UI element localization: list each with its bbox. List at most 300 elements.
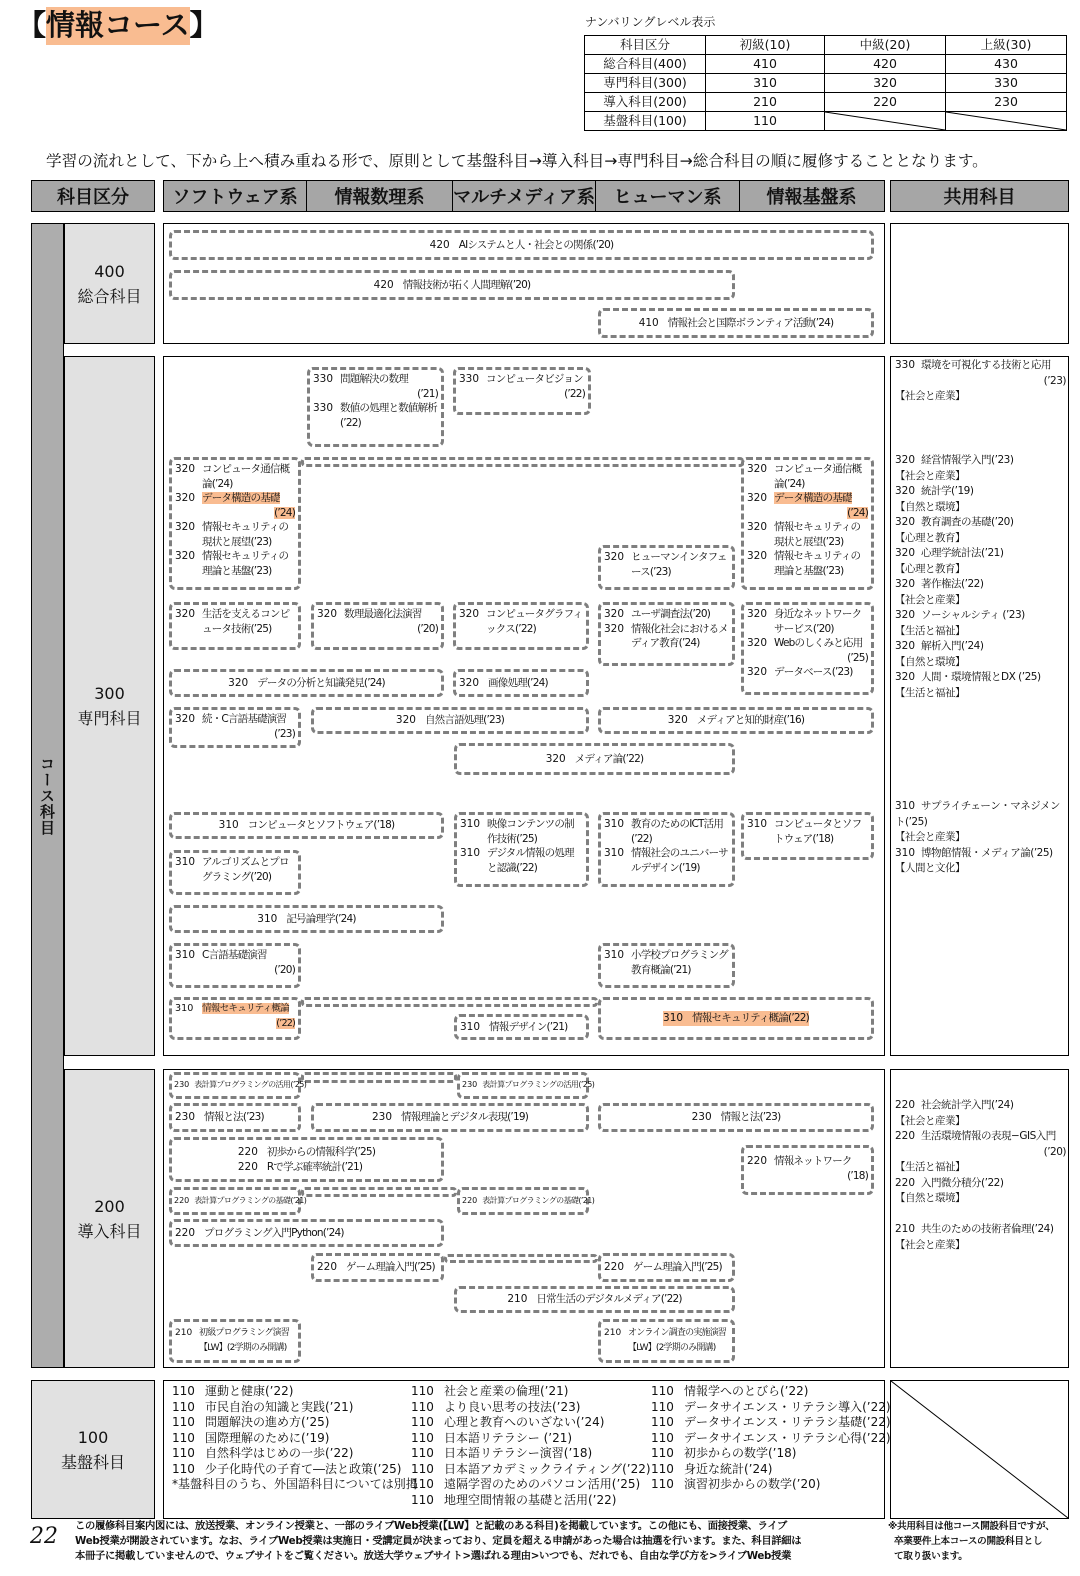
course-box-220-game-theory-2 bbox=[598, 1253, 735, 1282]
common-course bbox=[895, 846, 1066, 862]
course-box-310-video-digital bbox=[454, 812, 589, 887]
course-code: 110 bbox=[651, 1384, 674, 1398]
basic-course bbox=[172, 1415, 418, 1431]
common-330-group bbox=[895, 358, 1066, 405]
course-box-320-data-analysis bbox=[169, 669, 444, 697]
course-item bbox=[604, 607, 729, 622]
course-code: 230 bbox=[175, 1111, 196, 1124]
course-year: (’16) bbox=[783, 714, 805, 727]
course-title: 社会と産業の倫理(’21) bbox=[444, 1384, 569, 1398]
course-title-highlighted: データ構造の基礎 bbox=[202, 492, 280, 504]
course-title: 解析入門 bbox=[921, 640, 962, 652]
course-item bbox=[747, 607, 868, 636]
course-code: 220 bbox=[175, 1226, 196, 1239]
course-code: 320 bbox=[895, 485, 916, 497]
basic-course bbox=[411, 1477, 651, 1493]
course-box-310-computer-software bbox=[169, 812, 444, 839]
course-year: (’22) bbox=[981, 1176, 1004, 1189]
course-title: 少子化時代の子育て―法と政策(’25) bbox=[205, 1461, 402, 1476]
common-course bbox=[895, 670, 1066, 686]
course-title: 情報セキュリティの理論と基盤 bbox=[774, 550, 861, 577]
course-year-wrap bbox=[202, 506, 295, 521]
course-box-220-game-theory bbox=[311, 1253, 444, 1282]
course-code: 320 bbox=[747, 521, 768, 533]
course-item bbox=[460, 846, 583, 875]
course-title: 情報社会と国際ボランティア活動 bbox=[667, 316, 813, 329]
course-code: 220 bbox=[237, 1146, 258, 1158]
level-name: 総合科目 bbox=[77, 286, 142, 306]
course-title: 著作権法 bbox=[921, 578, 962, 590]
course-code: 330 bbox=[313, 373, 334, 385]
course-box-220-spreadsheet-basics-2 bbox=[457, 1187, 595, 1215]
course-code: 310 bbox=[663, 1012, 684, 1025]
course-item bbox=[604, 622, 729, 651]
common-course bbox=[895, 1176, 1066, 1192]
course-field: 【生活と福祉】 bbox=[895, 1161, 965, 1173]
basic-course bbox=[172, 1400, 418, 1416]
course-title: ヒューマンインタフェース bbox=[631, 551, 727, 578]
course-year: (’22) bbox=[516, 861, 538, 874]
course-year: (’24) bbox=[363, 676, 385, 689]
numbering-row bbox=[585, 93, 1067, 112]
course-title: 問題解決の進め方(’25) bbox=[205, 1415, 330, 1429]
course-code: 310 bbox=[175, 949, 196, 961]
course-code: 320 bbox=[459, 608, 480, 620]
course-title: 共生のための技術者倫理 bbox=[921, 1223, 1032, 1235]
course-code: 320 bbox=[895, 671, 916, 683]
course-title: 情報ネットワーク bbox=[774, 1155, 852, 1167]
header-multimedia: マルチメディア系 bbox=[453, 181, 596, 211]
numbering-cell: 430 bbox=[946, 55, 1067, 74]
course-item bbox=[175, 712, 295, 741]
course-code: 310 bbox=[604, 949, 625, 961]
course-item bbox=[313, 401, 438, 430]
course-text bbox=[631, 622, 729, 651]
course-title: コンピュータグラフィックス bbox=[486, 608, 583, 635]
course-code: 110 bbox=[411, 1477, 434, 1491]
basic-course bbox=[411, 1400, 651, 1416]
course-year-highlighted: (’24) bbox=[847, 506, 868, 519]
course-code: 320 bbox=[747, 463, 768, 475]
course-code: 320 bbox=[175, 550, 196, 562]
course-title: 情報と法 bbox=[204, 1111, 243, 1124]
numbering-row bbox=[585, 112, 1067, 131]
course-text bbox=[774, 549, 868, 578]
course-title: 生活を支えるコンピュータ技術 bbox=[202, 608, 290, 635]
course-year: (’25) bbox=[250, 622, 272, 635]
course-title: 初級プログラミング演習 bbox=[199, 1328, 290, 1338]
course-box-310-ict-universal bbox=[598, 812, 735, 887]
course-year: (’22) bbox=[515, 622, 536, 635]
course-item bbox=[747, 1154, 868, 1183]
course-box-230-info-law bbox=[169, 1103, 301, 1132]
numbering-header-cell: 中級(20) bbox=[825, 36, 946, 55]
course-year: (’20) bbox=[689, 608, 711, 620]
basic-course bbox=[172, 1384, 418, 1400]
course-box-310-algorithms bbox=[169, 850, 301, 895]
course-title: 自然科学はじめの一歩(’22) bbox=[205, 1446, 354, 1460]
numbering-cell: 220 bbox=[825, 93, 946, 112]
course-title: 映像コンテンツの制作技術 bbox=[487, 818, 574, 845]
course-note: 【LW】(2学期のみ開講) bbox=[199, 1342, 287, 1353]
common-course bbox=[895, 546, 1066, 562]
course-box-210-digital-media bbox=[454, 1286, 735, 1313]
course-code: 320 bbox=[175, 608, 196, 620]
course-title: 表計算プログラミングの基礎 bbox=[194, 1195, 291, 1205]
basic-course bbox=[172, 1431, 418, 1447]
course-text bbox=[486, 607, 583, 636]
course-item bbox=[175, 948, 295, 977]
course-box-210-online-survey bbox=[598, 1319, 735, 1363]
course-title: 身近なネットワークサービス bbox=[774, 608, 862, 635]
course-box-320-user-research bbox=[598, 602, 735, 666]
course-title: 身近な統計(’24) bbox=[684, 1461, 773, 1476]
course-text bbox=[631, 817, 729, 846]
course-title: 自然言語処理 bbox=[424, 714, 484, 727]
course-title: 情報セキュリティの理論と基盤 bbox=[202, 550, 289, 577]
course-year: (’25) bbox=[413, 1261, 435, 1274]
basic-course bbox=[651, 1400, 891, 1416]
course-code: 310 bbox=[895, 846, 916, 859]
course-year-wrap bbox=[202, 1017, 295, 1032]
common-320-group bbox=[895, 453, 1066, 701]
course-title: デジタル情報の処理と認識 bbox=[487, 847, 574, 874]
course-year: (’24) bbox=[812, 316, 834, 329]
course-title: 日本語リテラシー (’21) bbox=[444, 1430, 573, 1445]
course-code: 110 bbox=[651, 1477, 674, 1491]
course-title: 情報セキュリティの現状と展望 bbox=[774, 521, 861, 548]
course-item bbox=[747, 636, 868, 665]
course-year: (’24) bbox=[783, 477, 805, 490]
course-code: 320 bbox=[175, 713, 196, 725]
course-code: 320 bbox=[545, 752, 566, 765]
numbering-header-row bbox=[585, 36, 1067, 55]
common-310-group bbox=[895, 799, 1066, 877]
course-title: 小学校プログラミング教育概論 bbox=[631, 949, 728, 976]
header-common: 共用科目 bbox=[890, 180, 1069, 212]
common-300 bbox=[890, 356, 1069, 1056]
course-code: 110 bbox=[651, 1399, 674, 1414]
course-title: 情報化社会におけるメディア教育 bbox=[631, 622, 728, 649]
course-box-320-optimization bbox=[311, 602, 444, 650]
course-code: 320 bbox=[317, 608, 338, 620]
course-code: 110 bbox=[172, 1399, 195, 1414]
course-code: 110 bbox=[411, 1461, 434, 1476]
basic-course bbox=[651, 1446, 891, 1462]
numbering-cell: 110 bbox=[706, 112, 825, 131]
course-title: C言語基礎演習 bbox=[202, 949, 267, 961]
course-code: 320 bbox=[604, 608, 625, 620]
course-year: (’24) bbox=[991, 1099, 1014, 1111]
course-code: 110 bbox=[651, 1430, 674, 1445]
course-code: 220 bbox=[237, 1160, 258, 1173]
course-title: 経営情報学入門 bbox=[921, 454, 992, 466]
level-name: 基盤科目 bbox=[60, 1452, 125, 1472]
numbering-cell: 320 bbox=[825, 74, 946, 93]
connector-310-security bbox=[301, 997, 598, 1007]
numbering-cell: 420 bbox=[825, 55, 946, 74]
course-year: (’19) bbox=[507, 1111, 529, 1124]
course-code: 420 bbox=[373, 278, 394, 291]
common-course bbox=[895, 358, 1066, 389]
course-box-230-spreadsheet-application bbox=[169, 1072, 307, 1099]
course-code: 320 bbox=[895, 578, 916, 590]
course-box-320-image-processing bbox=[453, 669, 589, 697]
level-label-300 bbox=[64, 356, 155, 1056]
course-box-310-security-intro-wide bbox=[598, 997, 874, 1040]
course-box-230-information-theory bbox=[311, 1103, 589, 1132]
course-code: 210 bbox=[895, 1223, 916, 1235]
course-year: (’23) bbox=[831, 666, 853, 678]
level-number: 400 bbox=[94, 261, 125, 281]
connector-220-spreadsheet bbox=[301, 1187, 457, 1197]
course-title: 記号論理学 bbox=[286, 912, 335, 925]
numbering-header-cell: 科目区分 bbox=[585, 36, 706, 55]
course-box-310-computer-software-infra bbox=[741, 812, 874, 860]
common-200 bbox=[890, 1069, 1069, 1368]
course-text bbox=[202, 549, 295, 578]
course-year: (’21) bbox=[290, 1195, 307, 1205]
course-code: 410 bbox=[638, 316, 659, 329]
course-code: 110 bbox=[172, 1384, 195, 1398]
course-item bbox=[313, 372, 438, 401]
numbering-caption: ナンバリングレベル表示 bbox=[585, 15, 716, 29]
course-title: 地理空間情報の基礎と活用(’22) bbox=[444, 1492, 617, 1507]
level-name: 専門科目 bbox=[77, 709, 142, 728]
course-title: 表計算プログラミングの活用 bbox=[194, 1080, 291, 1090]
course-code: 310 bbox=[460, 818, 481, 830]
course-year: (’19) bbox=[951, 485, 974, 497]
course-title: 運動と健康(’22) bbox=[205, 1384, 294, 1398]
course-code: 320 bbox=[604, 622, 625, 635]
course-title: 情報デザイン bbox=[489, 1020, 547, 1033]
course-year: (’23) bbox=[822, 564, 844, 577]
course-text bbox=[199, 1326, 295, 1355]
common-course bbox=[895, 639, 1066, 655]
course-highlight bbox=[663, 1011, 809, 1026]
course-year-highlighted: (’22) bbox=[276, 1017, 295, 1029]
course-title: 市民自治の知識と実践(’21) bbox=[205, 1399, 354, 1414]
course-code: 220 bbox=[895, 1130, 916, 1142]
connector-320-software-infra bbox=[301, 457, 744, 467]
level-name: 導入科目 bbox=[77, 1221, 142, 1241]
course-code: 110 bbox=[651, 1446, 674, 1460]
course-year: (’19) bbox=[678, 861, 700, 874]
basic-column-2 bbox=[411, 1384, 651, 1508]
course-code: 220 bbox=[174, 1195, 190, 1205]
course-year: (’21) bbox=[578, 1195, 595, 1205]
course-code: 320 bbox=[747, 492, 768, 504]
course-code: 110 bbox=[411, 1415, 434, 1429]
course-item bbox=[175, 520, 295, 549]
course-year: (’25) bbox=[1015, 671, 1041, 683]
course-code: 230 bbox=[691, 1111, 712, 1124]
course-title: メディア論 bbox=[574, 752, 623, 765]
course-title: 入門微分積分 bbox=[921, 1176, 982, 1189]
course-field: 【生活と福祉】 bbox=[895, 686, 965, 699]
course-note: 【LW】(2学期のみ開講) bbox=[628, 1342, 716, 1353]
common-course bbox=[895, 608, 1066, 624]
course-field: 【心理と教育】 bbox=[895, 562, 965, 575]
numbering-table bbox=[584, 35, 1067, 131]
course-item bbox=[747, 817, 868, 846]
course-year: (’21) bbox=[341, 1160, 363, 1173]
course-title: 初歩からの情報科学 bbox=[266, 1146, 355, 1158]
basic-course bbox=[411, 1462, 651, 1478]
course-code: 320 bbox=[175, 521, 196, 533]
course-item bbox=[747, 520, 868, 549]
section-100-main bbox=[163, 1380, 891, 1519]
course-title: 表計算プログラミングの活用 bbox=[482, 1080, 579, 1090]
course-box-310-c-language bbox=[169, 943, 301, 988]
course-code: 320 bbox=[459, 676, 480, 689]
course-year: (’22) bbox=[622, 752, 644, 765]
course-text bbox=[340, 401, 438, 430]
course-year: (’23) bbox=[759, 1111, 781, 1124]
course-code: 320 bbox=[895, 547, 916, 559]
course-year: (’24) bbox=[961, 640, 984, 652]
header-human: ヒューマン系 bbox=[596, 181, 740, 211]
course-year: (’23) bbox=[999, 609, 1025, 621]
course-code: 110 bbox=[172, 1430, 195, 1445]
course-field: 【生活と福祉】 bbox=[895, 624, 965, 637]
footer-note-line: この履修科目案内図には、放送授業、オンライン授業と、一部のライブWeb授業(【LW】と記載のある科目)を掲載しています。この他にも、面接授業、ライブ bbox=[75, 1520, 788, 1532]
course-year: (’22) bbox=[961, 578, 984, 590]
course-text bbox=[774, 1154, 868, 1183]
course-title: 数値の処理と数値解析 bbox=[340, 402, 437, 414]
course-year: (’18) bbox=[847, 1169, 868, 1182]
numbering-cell: 310 bbox=[706, 74, 825, 93]
course-year: (’24) bbox=[334, 912, 356, 925]
course-field: 【心理と教育】 bbox=[895, 531, 965, 544]
course-text bbox=[774, 636, 868, 665]
course-box-310-information-design bbox=[454, 1014, 589, 1040]
common-200-group bbox=[895, 1098, 1066, 1253]
numbering-cell: 330 bbox=[946, 74, 1067, 93]
course-code: 110 bbox=[172, 1446, 195, 1460]
course-title: ソーシャルシティ bbox=[921, 609, 1000, 621]
title-open-bracket: 【 bbox=[17, 8, 47, 42]
basic-course bbox=[651, 1477, 891, 1493]
course-title: 情報理論とデジタル表現 bbox=[401, 1111, 508, 1124]
course-year: (’20) bbox=[417, 622, 438, 635]
course-field: 【社会と産業】 bbox=[895, 390, 965, 402]
connector-230-spreadsheet bbox=[301, 1072, 457, 1083]
course-year: (’25) bbox=[290, 1080, 307, 1090]
course-code: 330 bbox=[313, 402, 334, 414]
course-list bbox=[238, 1145, 375, 1174]
instruction-text: 学習の流れとして、下から上へ積み重ねる形で、原則として基盤科目→導入科目→専門科目→総合科目の順に履修することとなります。 bbox=[46, 152, 988, 170]
course-subjects-bar bbox=[31, 223, 64, 1368]
course-code: 220 bbox=[462, 1195, 478, 1205]
course-box-230-info-law-2 bbox=[598, 1103, 874, 1132]
course-title: 続・C言語基礎演習 bbox=[202, 713, 287, 725]
course-title: 情報学へのとびら(’22) bbox=[684, 1384, 809, 1398]
course-field: 【自然と環境】 bbox=[895, 1192, 965, 1204]
course-title: 日本語リテラシー演習(’18) bbox=[444, 1446, 593, 1460]
course-title: アルゴリズムとプログラミング bbox=[202, 856, 289, 883]
course-code: 310 bbox=[218, 819, 239, 832]
course-year: (’20) bbox=[250, 870, 272, 883]
course-code: 320 bbox=[604, 551, 625, 563]
course-title: Webのしくみと応用 bbox=[774, 637, 863, 649]
course-box-310-symbolic-logic bbox=[169, 905, 444, 933]
course-item bbox=[238, 1160, 375, 1175]
common-course bbox=[895, 1129, 1066, 1160]
common-course bbox=[895, 577, 1066, 593]
header-software: ソフトウェア系 bbox=[164, 181, 307, 211]
basic-course bbox=[651, 1384, 891, 1400]
course-year: (’24) bbox=[322, 1226, 344, 1239]
course-code: 320 bbox=[895, 609, 916, 621]
course-title: 社会統計学入門 bbox=[921, 1099, 992, 1111]
course-code: 320 bbox=[175, 492, 196, 504]
course-field: 【社会と産業】 bbox=[895, 1238, 965, 1251]
course-box-320-human-interface bbox=[598, 545, 735, 590]
course-box-320-life-computing bbox=[169, 602, 301, 650]
course-title: 心理と教育へのいざない(’24) bbox=[444, 1415, 605, 1429]
course-title: 人間・環境情報とDX bbox=[921, 671, 1016, 683]
numbering-row bbox=[585, 74, 1067, 93]
numbering-cell: 導入科目(200) bbox=[585, 93, 706, 112]
course-code: 230 bbox=[371, 1111, 393, 1124]
numbering-cell: 210 bbox=[706, 93, 825, 112]
basic-note: *基盤科目のうち、外国語科目については別掲 bbox=[172, 1477, 418, 1491]
course-code: 230 bbox=[462, 1080, 478, 1090]
course-text bbox=[631, 550, 729, 579]
course-box-320-infra-group bbox=[741, 457, 874, 590]
numbering-cell: 410 bbox=[706, 55, 825, 74]
course-text bbox=[774, 462, 868, 491]
course-year: (’24) bbox=[526, 676, 548, 689]
course-box-320-computer-graphics bbox=[453, 602, 589, 650]
course-item bbox=[175, 462, 295, 491]
course-item bbox=[747, 665, 868, 680]
basic-course bbox=[411, 1431, 651, 1447]
numbering-header-cell: 初級(10) bbox=[706, 36, 825, 55]
course-year: (’22) bbox=[660, 1293, 682, 1306]
course-code: 310 bbox=[604, 847, 625, 859]
course-title: 情報技術が拓く人間理解 bbox=[402, 278, 510, 291]
course-code: 320 bbox=[747, 666, 768, 678]
course-title: 統計学 bbox=[921, 485, 952, 497]
course-title: 初歩からの数学(’18) bbox=[684, 1446, 797, 1460]
course-text bbox=[202, 855, 295, 884]
basic-course bbox=[651, 1415, 891, 1431]
course-box-310-security-intro bbox=[169, 997, 301, 1040]
numbering-cell: 専門科目(300) bbox=[585, 74, 706, 93]
basic-course bbox=[411, 1446, 651, 1462]
course-title: 心理学統計法 bbox=[921, 547, 982, 559]
course-text bbox=[631, 607, 729, 622]
course-box-220-intro-info-science bbox=[169, 1137, 444, 1182]
common-course bbox=[895, 1098, 1066, 1114]
course-year: (’24) bbox=[211, 477, 233, 490]
course-year-highlighted: (’24) bbox=[274, 506, 295, 519]
course-title: 情報社会のユニバーサルデザイン bbox=[631, 847, 728, 874]
course-code: 220 bbox=[317, 1261, 338, 1274]
diagonal-line bbox=[825, 112, 945, 130]
course-item bbox=[175, 491, 295, 520]
course-text bbox=[774, 665, 868, 680]
course-code: 110 bbox=[411, 1384, 434, 1398]
common-course bbox=[895, 453, 1066, 469]
course-code: 320 bbox=[895, 516, 916, 528]
level-number: 200 bbox=[94, 1196, 125, 1216]
level-number: 300 bbox=[94, 684, 125, 703]
course-year: (’22) bbox=[340, 416, 361, 429]
course-text bbox=[631, 948, 729, 977]
